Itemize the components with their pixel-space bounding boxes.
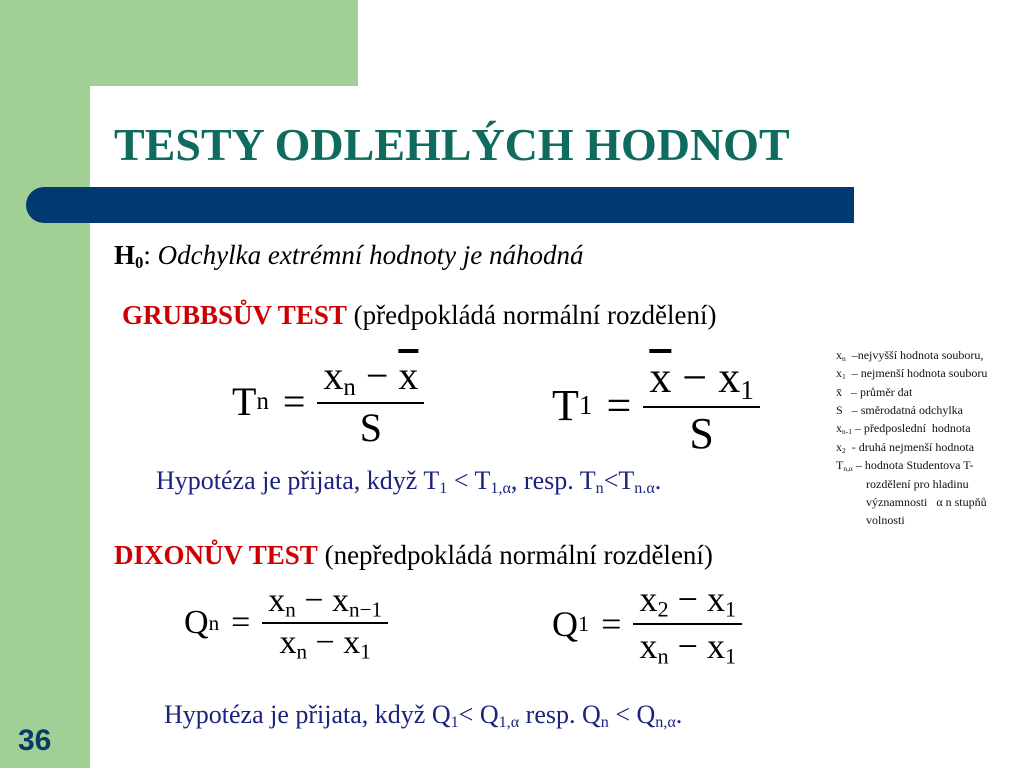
legend-symbol-sub: 1 <box>842 372 846 382</box>
legend-symbol-sub: n-1 <box>842 427 852 437</box>
legend-row <box>836 495 987 513</box>
legend-row <box>836 421 987 439</box>
h0-text: Odchylka extrémní hodnoty je náhodná <box>157 240 584 270</box>
legend-symbol-sub: 2 <box>842 445 846 455</box>
formula-tn-fraction: $\frac{x_n - \overline{x}}{S}$ <box>317 352 424 451</box>
legend-text: volnosti <box>836 513 905 528</box>
top-green-block <box>0 0 358 86</box>
legend-text: –nejvyšší hodnota souboru, <box>845 348 984 362</box>
legend-row <box>836 366 987 384</box>
legend-symbol: x <box>836 439 842 454</box>
dixon-note: (nepředpokládá normální rozdělení) <box>324 540 713 570</box>
page-number: 36 <box>18 724 52 757</box>
legend-text: – předposlední hodnota <box>851 421 971 436</box>
legend-symbol: x <box>836 366 842 381</box>
grubbs-note: (předpokládá normální rozdělení) <box>353 300 717 330</box>
legend-row <box>836 458 987 476</box>
legend-symbol: T <box>836 458 844 473</box>
formula-qn-fraction: $\frac{x_n - x_{n-1}}{x_n - x_1}$ <box>262 582 388 665</box>
legend-text: – směrodatná odchylka <box>842 403 963 418</box>
legend-symbol-sub: n,α <box>843 464 853 474</box>
dixon-name: DIXONŮV TEST <box>114 540 318 570</box>
null-hypothesis: $H_0$: Odchylka extrémní hodnoty je náhodná <box>114 240 584 273</box>
legend-row <box>836 477 987 495</box>
formula-qn: Q n = $\frac{x_n - x_{n-1}}{x_n - x_1}$ <box>184 582 388 665</box>
grubbs-heading <box>122 300 716 331</box>
title-underline-bar <box>26 187 854 223</box>
formula-tn: T n = $\frac{x_n - \overline{x}}{S}$ <box>232 352 424 451</box>
h0-label: $H_0$ <box>114 240 144 273</box>
legend-symbol-sub: n <box>842 353 846 363</box>
symbol-legend <box>836 348 987 532</box>
legend-text: – hodnota Studentova T- <box>852 458 974 473</box>
formula-q1: Q 1 = $\frac{x_2 - x_1}{x_n - x_1}$ <box>552 578 742 669</box>
legend-row <box>836 348 987 366</box>
legend-row <box>836 403 987 421</box>
legend-text: rozdělení pro hladinu <box>836 476 969 491</box>
legend-text: – průměr dat <box>842 384 913 399</box>
dixon-hypothesis: Hypotéza je přijata, když $Q_1< Q_{1,\alpha}$ resp. $Q_n < Q_{n,\alpha}$. <box>164 700 683 732</box>
grubbs-name: GRUBBSŮV TEST <box>122 300 347 330</box>
grubbs-hypothesis: Hypotéza je přijata, když $T_1 < T_{1,\alpha}$, resp. $T_n<T_{n.\alpha}$. <box>156 466 662 498</box>
legend-row <box>836 385 987 403</box>
legend-symbol: x <box>836 348 842 362</box>
legend-symbol: S <box>836 403 843 418</box>
legend-row <box>836 440 987 458</box>
legend-symbol: x̄ <box>836 384 842 399</box>
formula-q1-fraction: $\frac{x_2 - x_1}{x_n - x_1}$ <box>633 578 742 669</box>
left-green-band <box>0 0 90 768</box>
legend-symbol: x <box>836 421 842 436</box>
legend-text: – nejmenší hodnota souboru <box>845 366 988 381</box>
formula-t1: T 1 = $\frac{\overline{x} - x_1}{S}$ <box>552 352 760 459</box>
legend-text: významnosti α n stupňů <box>836 494 987 509</box>
slide-title: TESTY ODLEHLÝCH HODNOT <box>114 119 790 170</box>
dixon-heading <box>114 540 713 571</box>
legend-row <box>836 513 987 531</box>
legend-text: - druhá nejmenší hodnota <box>845 439 975 454</box>
formula-t1-fraction: $\frac{\overline{x} - x_1}{S}$ <box>643 352 759 459</box>
